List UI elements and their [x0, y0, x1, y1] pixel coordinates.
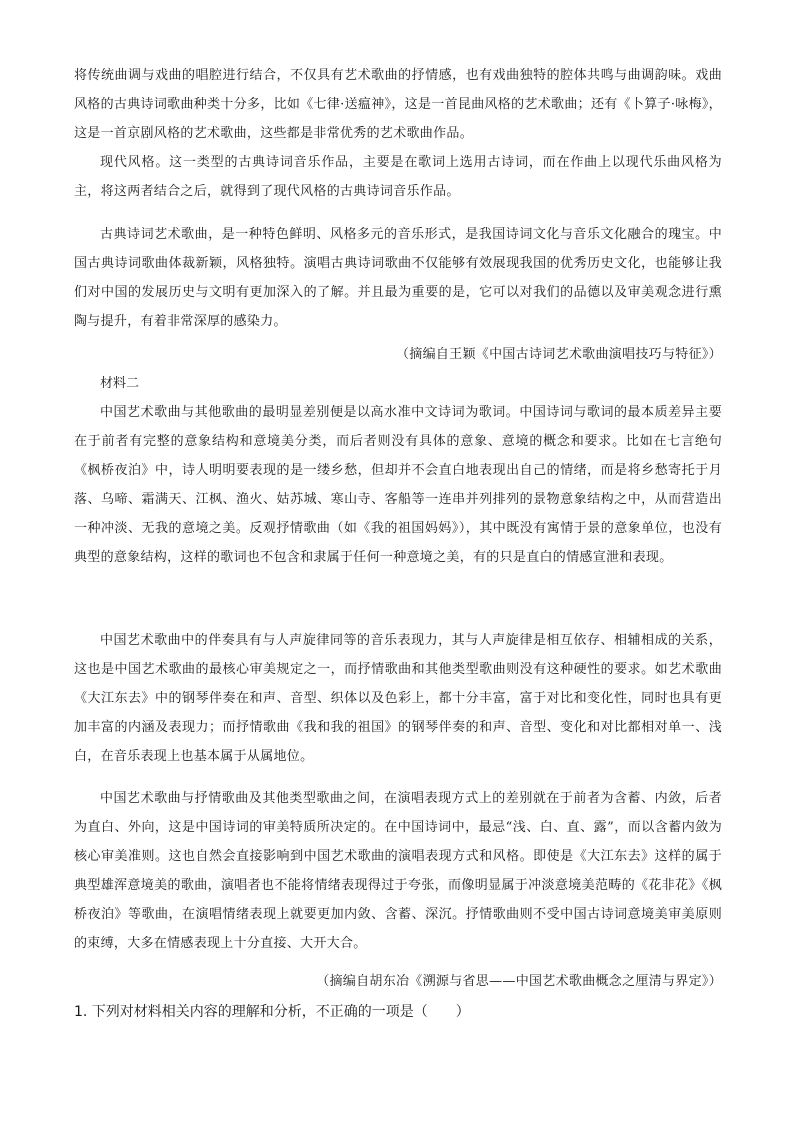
material-two-heading: 材料二	[100, 376, 140, 391]
paragraph-opera-style: 将传统曲调与戏曲的唱腔进行结合，不仅具有艺术歌曲的抒情感，也有戏曲独特的腔体共鸣与曲调韵味。戏曲风格的古典诗词歌曲种类十分多，比如《七律·送瘟神》，这是一首昆曲风格的艺术歌曲；还有《卜算子·咏梅》，这是一首京剧风格的艺术歌曲，这些都是非常优秀的艺术歌曲作品。	[74, 68, 722, 141]
paragraph-modern-style: 现代风格。这一类型的古典诗词音乐作品，主要是在歌词上选用古诗词，而在作曲上以现代乐曲风格为主，将这两者结合之后，就得到了现代风格的古典诗词音乐作品。	[74, 155, 722, 199]
question-1: 1. 下列对材料相关内容的理解和分析，不正确的一项是（ ）	[74, 1004, 470, 1020]
paragraph-lyrics-difference: 中国艺术歌曲与其他歌曲的最明显差别便是以高水准中文诗词为歌词。中国诗词与歌词的最本质差异主要在于前者有完整的意象结构和意境美分类，而后者则没有具体的意象、意境的概念和要求。比如在七言绝句《枫桥夜泊》中，诗人明明要表现的是一缕乡愁，但却并不会直白地表现出自己的情绪，而是将乡愁寄托于月落、乌啼、霜满天、江枫、渔火、姑苏城、寒山寺、客船等一连串并列排列的景物意象结构之中，从而营造出一种冲淡、无我的意境之美。反观抒情歌曲（如《我的祖国妈妈》），其中既没有寓情于景的意象单位，也没有典型的意象结构，这样的歌词也不包含和隶属于任何一种意境之美，有的只是直白的情感宣泄和表现。	[74, 405, 722, 565]
paragraph-performance-style: 中国艺术歌曲与抒情歌曲及其他类型歌曲之间，在演唱表现方式上的差别就在于前者为含蓄、内敛，后者为直白、外向，这是中国诗词的审美特质所决定的。在中国诗词中，最忌“浅、白、直、露”，而以含蓄内敛为核心审美准则。这也自然会直接影响到中国艺术歌曲的演唱表现方式和风格。即使是《大江东去》这样的属于典型雄浑意境美的歌曲，演唱者也不能将情绪表现得过于夸张，而像明显属于冲淡意境美范畴的《花非花》《枫桥夜泊》等歌曲，在演唱情绪表现上就要更加内敛、含蓄、深沉。抒情歌曲则不受中国古诗词意境美审美原则的束缚，大多在情感表现上十分直接、大开大合。	[74, 791, 722, 951]
source-citation-2: （摘编自胡东冶《溯源与省思——中国艺术歌曲概念之厘清与界定》）	[316, 974, 722, 989]
paragraph-accompaniment: 中国艺术歌曲中的伴奏具有与人声旋律同等的音乐表现力，其与人声旋律是相互依存、相辅相成的关系，这也是中国艺术歌曲的最核心审美规定之一，而抒情歌曲和其他类型歌曲则没有这种硬性的要求。如艺术歌曲《大江东去》中的钢琴伴奏在和声、音型、织体以及色彩上，都十分丰富，富于对比和变化性，同时也具有更加丰富的内涵及表现力；而抒情歌曲《我和我的祖国》的钢琴伴奏的和声、音型、变化和对比都相对单一、浅白，在音乐表现上也基本属于从属地位。	[74, 633, 722, 764]
paragraph-classical-poetry-song: 古典诗词艺术歌曲，是一种特色鲜明、风格多元的音乐形式，是我国诗词文化与音乐文化融合的瑰宝。中国古典诗词歌曲体裁新颖，风格独特。演唱古典诗词歌曲不仅能够有效展现我国的优秀历史文化，也能够让我们对中国的发展历史与文明有更加深入的了解。并且最为重要的是，它可以对我们的品德以及审美观念进行熏陶与提升，有着非常深厚的感染力。	[74, 227, 722, 329]
source-citation-1: （摘编自王颖《中国古诗词艺术歌曲演唱技巧与特征》）	[395, 347, 722, 362]
